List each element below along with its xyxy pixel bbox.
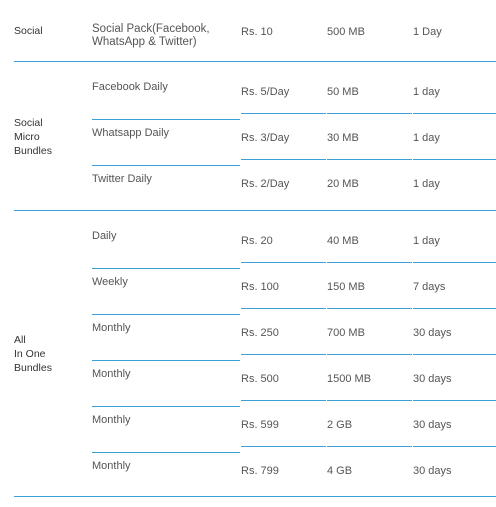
group-divider bbox=[14, 496, 496, 497]
row-divider bbox=[327, 308, 412, 309]
bundle-data: 500 MB bbox=[327, 26, 365, 38]
row-divider bbox=[241, 308, 326, 309]
bundle-price: Rs. 3/Day bbox=[241, 132, 290, 144]
row-divider bbox=[327, 354, 412, 355]
bundle-validity: 30 days bbox=[413, 465, 452, 477]
bundle-data: 150 MB bbox=[327, 281, 365, 293]
bundle-name: Daily bbox=[92, 230, 117, 242]
bundle-name: Facebook Daily bbox=[92, 81, 168, 93]
bundle-price: Rs. 2/Day bbox=[241, 178, 290, 190]
bundle-price: Rs. 500 bbox=[241, 373, 279, 385]
row-divider bbox=[327, 159, 412, 160]
bundle-price: Rs. 20 bbox=[241, 235, 273, 247]
bundle-name: Social Pack(Facebook, WhatsApp & Twitter) bbox=[92, 23, 210, 48]
bundle-validity: 30 days bbox=[413, 419, 452, 431]
bundle-name: Weekly bbox=[92, 276, 128, 288]
bundle-price: Rs. 5/Day bbox=[241, 86, 290, 98]
group-divider bbox=[14, 61, 496, 62]
row-divider bbox=[327, 262, 412, 263]
bundle-name: Monthly bbox=[92, 460, 131, 472]
category-label: Social Micro Bundles bbox=[14, 116, 52, 157]
row-divider bbox=[92, 314, 240, 315]
bundle-data: 40 MB bbox=[327, 235, 359, 247]
bundle-data: 1500 MB bbox=[327, 373, 372, 385]
row-divider bbox=[327, 400, 412, 401]
bundle-name: Whatsapp Daily bbox=[92, 127, 170, 139]
row-divider bbox=[241, 446, 326, 447]
bundle-price: Rs. 10 bbox=[241, 26, 273, 38]
bundle-name: Monthly bbox=[92, 414, 131, 426]
bundle-validity: 1 day bbox=[413, 178, 440, 190]
row-divider bbox=[241, 159, 326, 160]
bundle-data: 20 MB bbox=[327, 178, 359, 190]
row-divider bbox=[327, 113, 412, 114]
row-divider bbox=[413, 400, 496, 401]
row-divider bbox=[413, 446, 496, 447]
row-divider bbox=[92, 360, 240, 361]
bundle-price: Rs. 100 bbox=[241, 281, 279, 293]
row-divider bbox=[241, 400, 326, 401]
bundle-price: Rs. 599 bbox=[241, 419, 279, 431]
bundle-validity: 30 days bbox=[413, 327, 452, 339]
row-divider bbox=[92, 268, 240, 269]
bundle-data: 4 GB bbox=[327, 465, 353, 477]
bundle-data: 2 GB bbox=[327, 419, 353, 431]
bundle-price: Rs. 250 bbox=[241, 327, 279, 339]
row-divider bbox=[241, 113, 326, 114]
bundle-validity: 1 Day bbox=[413, 26, 442, 38]
bundle-price: Rs. 799 bbox=[241, 465, 279, 477]
bundle-name: Twitter Daily bbox=[92, 173, 152, 185]
bundle-data: 700 MB bbox=[327, 327, 365, 339]
bundle-name: Monthly bbox=[92, 322, 131, 334]
row-divider bbox=[413, 262, 496, 263]
row-divider bbox=[92, 119, 240, 120]
bundle-data: 50 MB bbox=[327, 86, 359, 98]
bundle-validity: 1 day bbox=[413, 132, 440, 144]
bundle-data: 30 MB bbox=[327, 132, 359, 144]
row-divider bbox=[413, 308, 496, 309]
group-divider bbox=[14, 210, 496, 211]
category-label: Social bbox=[14, 25, 43, 37]
bundle-validity: 7 days bbox=[413, 281, 446, 293]
row-divider bbox=[327, 446, 412, 447]
bundle-name: Monthly bbox=[92, 368, 131, 380]
row-divider bbox=[92, 452, 240, 453]
row-divider bbox=[241, 262, 326, 263]
row-divider bbox=[413, 113, 496, 114]
bundle-validity: 1 day bbox=[413, 235, 440, 247]
row-divider bbox=[413, 354, 496, 355]
category-label: All In One Bundles bbox=[14, 334, 52, 374]
row-divider bbox=[92, 406, 240, 407]
row-divider bbox=[92, 165, 240, 166]
bundle-validity: 1 day bbox=[413, 86, 440, 98]
row-divider bbox=[413, 159, 496, 160]
bundle-validity: 30 days bbox=[413, 373, 452, 385]
row-divider bbox=[241, 354, 326, 355]
